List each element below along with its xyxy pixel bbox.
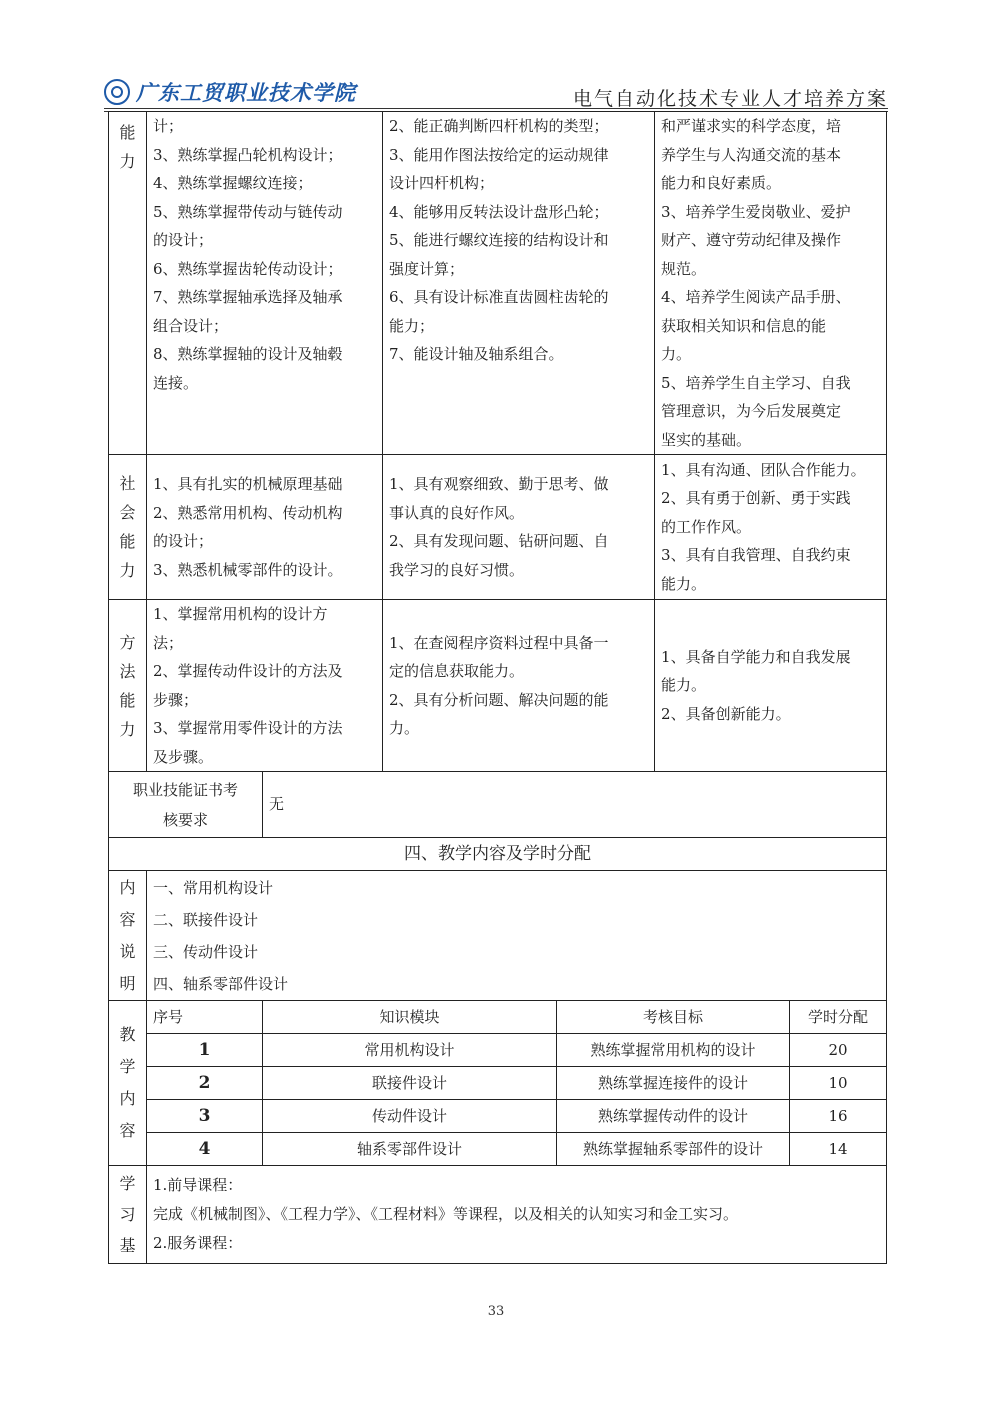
list-item: 一、常用机构设计 (153, 878, 274, 897)
social-knowledge-cell: 1、具有扎实的机械原理基础 2、熟悉常用机构、传动机构 的设计； 3、熟悉机械零部件的设计。 (147, 455, 383, 600)
method-label: 方 法 能 力 (109, 600, 147, 772)
row-module: 轴系零部件设计 (263, 1133, 557, 1166)
row-seq: 2 (147, 1067, 263, 1100)
social-skill-cell: 1、具有观察细致、勤于思考、做 事认真的良好作风。 2、具有发现问题、钻研问题、自 我学习的良好习惯。 (383, 455, 655, 600)
certificate-row (109, 772, 887, 838)
row-seq: 4 (147, 1133, 263, 1166)
header-hours: 学时分配 (790, 1001, 887, 1034)
ability-quality-cell: 和严谨求实的科学态度，培 养学生与人沟通交流的基本 能力和良好素质。 3、培养学生爱岗敬业、爱护 财产、遵守劳动纪律及操作 规范。 4、培养学生阅读产品手册、 获取相关知识和信息的能 力。 5、培养学生自主学习、自我 管理意识，为今后发展奠定 坚实的基础。 (655, 112, 887, 455)
row-seq: 3 (147, 1100, 263, 1133)
social-label: 社 会 能 力 (109, 455, 147, 600)
row-hours: 10 (790, 1067, 887, 1100)
list-item: 四、轴系零部件设计 (153, 974, 289, 993)
header-module: 知识模块 (263, 1001, 557, 1034)
row-module: 常用机构设计 (263, 1034, 557, 1067)
row-module: 联接件设计 (263, 1067, 557, 1100)
social-quality-cell: 1、具有沟通、团队合作能力。 2、具有勇于创新、勇于实践 的工作作风。 3、具有自我管理、自我约束 能力。 (655, 455, 887, 600)
ability-row (109, 112, 887, 455)
curriculum-table (108, 111, 887, 1264)
teaching-content-label: 教 学 内 容 (109, 1001, 147, 1166)
table-row (109, 1034, 887, 1067)
ability-label: 能 力 (109, 112, 147, 455)
table-row (109, 1100, 887, 1133)
method-knowledge-cell: 1、掌握常用机构的设计方 法； 2、掌握传动件设计的方法及 步骤； 3、掌握常用零件设计的方法 及步骤。 (147, 600, 383, 772)
method-skill-cell: 1、在查阅程序资料过程中具备一 定的信息获取能力。 2、具有分析问题、解决问题的能 力。 (383, 600, 655, 772)
teaching-header-row (109, 1001, 887, 1034)
section-four-row (109, 838, 887, 871)
row-target: 熟练掌握连接件的设计 (557, 1067, 790, 1100)
row-target: 熟练掌握常用机构的设计 (557, 1034, 790, 1067)
list-item: 三、传动件设计 (153, 942, 259, 961)
certificate-label: 职业技能证书考 核要求 (109, 772, 263, 838)
learning-basis-label: 学 习 基 (109, 1166, 147, 1264)
list-item: 二、联接件设计 (153, 910, 259, 929)
section-four-title: 四、教学内容及学时分配 (109, 838, 887, 871)
row-hours: 16 (790, 1100, 887, 1133)
ability-knowledge-cell: 计； 3、熟练掌握凸轮机构设计； 4、熟练掌握螺纹连接； 5、熟练掌握带传动与链传动 的设计； 6、熟练掌握齿轮传动设计； 7、熟练掌握轴承选择及轴承 组合设计； 8、熟练掌握轴的设计及轴毂 连接。 (147, 112, 383, 455)
table-row (109, 1067, 887, 1100)
school-name: 广东工贸职业技术学院 (136, 80, 356, 105)
school-logo (104, 76, 356, 108)
content-desc-list (147, 871, 887, 1001)
page-header (104, 72, 888, 112)
header-seq: 序号 (147, 1001, 263, 1034)
header-target: 考核目标 (557, 1001, 790, 1034)
ability-skill-cell: 2、能正确判断四杆机构的类型； 3、能用作图法按给定的运动规律 设计四杆机构； 4、能够用反转法设计盘形凸轮； 5、能进行螺纹连接的结构设计和 强度计算； 6、具有设计标准直齿圆柱齿轮的 能力； 7、能设计轴及轴系组合。 (383, 112, 655, 455)
method-quality-cell: 1、具备自学能力和自我发展 能力。 2、具备创新能力。 (655, 600, 887, 772)
document-title: 电气自动化技术专业人才培养方案 (572, 88, 888, 110)
row-hours: 20 (790, 1034, 887, 1067)
social-row (109, 455, 887, 600)
row-target: 熟练掌握传动件的设计 (557, 1100, 790, 1133)
header-divider (104, 108, 888, 109)
table-row (109, 1133, 887, 1166)
school-emblem-icon (104, 79, 130, 105)
row-seq: 1 (147, 1034, 263, 1067)
method-row (109, 600, 887, 772)
page-number: 33 (487, 1304, 505, 1319)
row-target: 熟练掌握轴系零部件的设计 (557, 1133, 790, 1166)
row-module: 传动件设计 (263, 1100, 557, 1133)
learning-basis-content: 1.前导课程： 完成《机械制图》、《工程力学》、《工程材料》等课程，以及相关的认知实习和金工实习。 2.服务课程： (147, 1166, 887, 1264)
certificate-value: 无 (263, 772, 887, 838)
row-hours: 14 (790, 1133, 887, 1166)
content-desc-label: 内 容 说 明 (109, 871, 147, 1001)
content-desc-row (109, 871, 887, 1001)
learning-basis-row (109, 1166, 887, 1264)
